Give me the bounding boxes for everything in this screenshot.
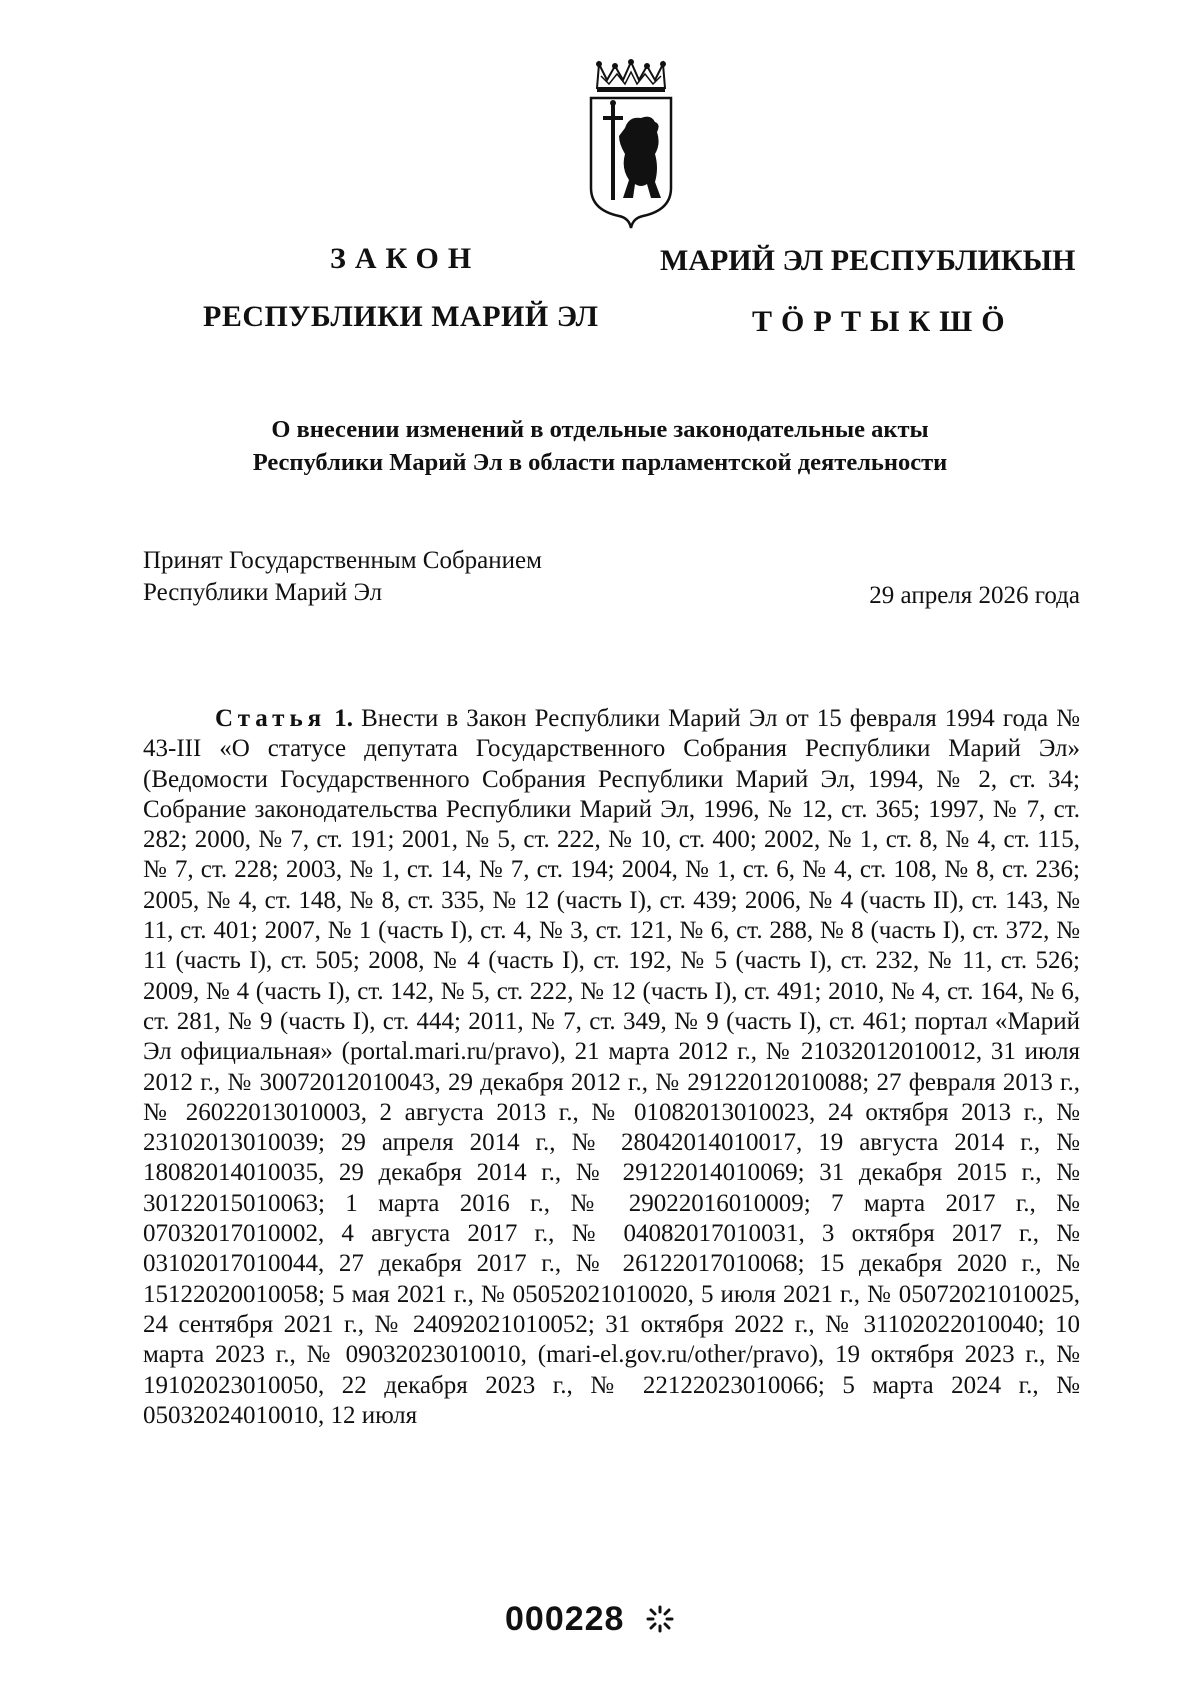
coat-of-arms-icon xyxy=(585,58,677,230)
law-title-mari: ТӦРТЫКШӦ xyxy=(752,305,1014,338)
asterisk-mark-icon xyxy=(645,1604,675,1634)
adoption-statement xyxy=(143,545,542,609)
adoption-line-1: Принят Государственным Собранием xyxy=(143,547,542,574)
article-text: Внести в Закон Республики Марий Эл от 15 февраля 1994 года № 43-III «О статусе депутата Государственного Собрания Республики Марий Эл» (Ведомости Государственного Собрания Республики Марий Эл, 1994, № 2, ст. 34; Собрание законодательства Республики Марий Эл, 1996, № 12, ст. 365; 1997, № 7, ст. 282; 2000, № 7, ст. 191; 2001, № 5, ст. 222, № 10, ст. 400; 2002, № 1, ст. 8, № 4, ст. 115, № 7, ст. 228; 2003, № 1, ст. 14, № 7, ст. 194; 2004, № 1, ст. 6, № 4, ст. 108, № 8, ст. 236; 2005, № 4, ст. 148, № 8, ст. 335, № 12 (часть I), ст. 439; 2006, № 4 (часть II), ст. 143, № 11, ст. 401; 2007, № 1 (часть I), ст. 4, № 3, ст. 121, № 6, ст. 288, № 8 (часть I), ст. 372, № 11 (часть I), ст. 505; 2008, № 4 (часть I), ст. 192, № 5 (часть I), ст. 232, № 11, ст. 526; 2009, № 4 (часть I), ст. 142, № 5, ст. 222, № 12 (часть I), ст. 491; 2010, № 4, ст. 164, № 6, ст. 281, № 9 (часть I), ст. 444; 2011, № 7, ст. 349, № 9 (часть I), ст. 461; портал «Марий Эл официальная» (portal.mari.ru/pravo), 21 марта 2012 г., № 21032012010012, 31 июля 2012 г., № 30072012010043, 29 декабря 2012 г., № 29122012010088; 27 февраля 2013 г., № 26022013010003, 2 августа 2013 г., № 01082013010023, 24 октября 2013 г., № 23102013010039; 29 апреля 2014 г., № 28042014010017, 19 августа 2014 г., № 18082014010035, 29 декабря 2014 г., № 29122014010069; 31 декабря 2015 г., № 30122015010063; 1 марта 2016 г., № 29022016010009; 7 марта 2017 г., № 07032017010002, 4 августа 2017 г., № 04082017010031, 3 октября 2017 г., № 03102017010044, 27 декабря 2017 г., № 26122017010068; 15 декабря 2020 г., № 15122020010058; 5 мая 2021 г., № 05052021010020, 5 июля 2021 г., № 05072021010025, 24 сентября 2021 г., № 24092021010052; 31 октября 2022 г., № 31102022010040; 10 марта 2023 г., № 09032023010010, (mari-el.gov.ru/other/pravo), 19 октября 2023 г., № 19102023010050, 22 декабря 2023 г., № 22122023010066; 5 марта 2024 г., № 05032024010010, 12 июля xyxy=(143,705,1080,1429)
article-number: 1. xyxy=(334,705,354,732)
adoption-date: 29 апреля 2026 года xyxy=(869,582,1080,609)
document-title xyxy=(150,413,1050,479)
title-line-1: О внесении изменений в отдельные законодательные акты xyxy=(271,416,929,443)
article-1-paragraph xyxy=(143,704,1080,1431)
republic-name-ru: РЕСПУБЛИКИ МАРИЙ ЭЛ xyxy=(203,300,599,333)
title-line-2: Республики Марий Эл в области парламентской деятельности xyxy=(252,449,948,476)
republic-name-mari: МАРИЙ ЭЛ РЕСПУБЛИКЫН xyxy=(660,244,1076,277)
adoption-line-2: Республики Марий Эл xyxy=(143,579,383,606)
document-serial-number: 000228 xyxy=(505,1600,625,1638)
article-label: Статья xyxy=(215,705,327,732)
law-title-ru: ЗАКОН xyxy=(330,242,481,275)
